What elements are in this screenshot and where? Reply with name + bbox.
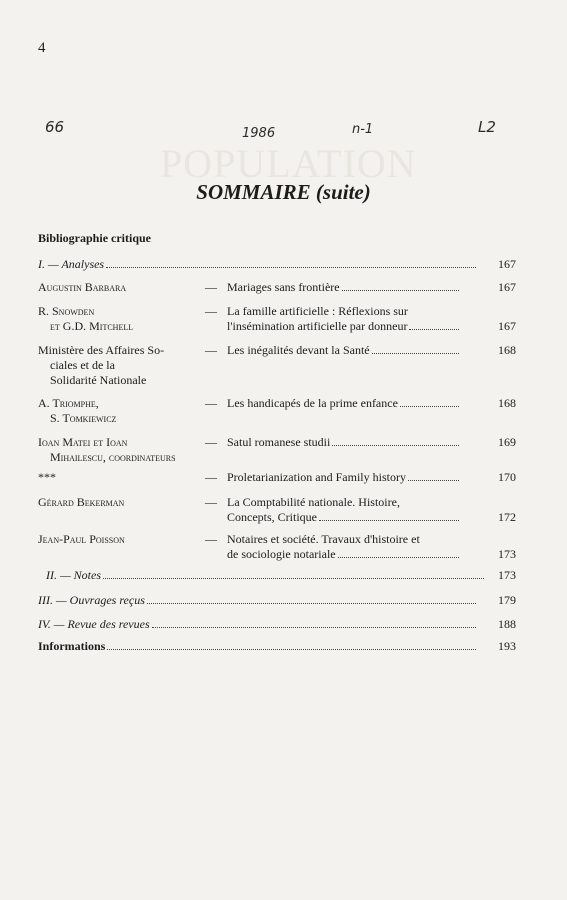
- entry-page: 169: [498, 435, 516, 449]
- entry-author: ***: [38, 470, 56, 484]
- section-page: 179: [498, 593, 516, 607]
- dash: —: [205, 280, 217, 294]
- entry-title: Les inégalités devant la Santé: [227, 343, 461, 358]
- entry-page: 173: [498, 547, 516, 561]
- handwritten-code: L2: [478, 118, 496, 136]
- entry-title: Les handicapés de la prime enfance: [227, 396, 461, 411]
- entry-title: La famille artificielle : Réflexions sur l'insémination artificielle par donneur: [227, 304, 461, 334]
- entry-page: 168: [498, 343, 516, 357]
- handwritten-ref: 66: [45, 118, 65, 136]
- document-page: POPULATION 4 66 1986 n-1 L2 SOMMAIRE (suite) Bibliographie critique I. — Analyses 167 Augustin Barbara — Mariages sans frontière 167 R. Snowden et G.D. Mitchell — La famille artificielle : Réflexions sur l'insémination artificielle par donneur 167 Ministère des Affaires So- ciales et de la Solidarité Nationale — Les inégalités devant la Santé 168 A. Triomphe, S. Tomkiewicz — Les handicapés de la prime enfance 168 Ioan Matei et Ioan Mihailescu, coordinateurs — Satul romanese studii 169 *** — Proletarianization and Family history 170 Gérard Bekerman — La Comptabilité nationale. Histoire, Concepts, Critique 172 Jean-Paul Poisson — Notaires et société. Travaux d'histoire et de sociologie notariale 173 II. — Notes 173 III. — Ouvrages reçus 179 IV. — Revue des revues 188 Informations 193: [0, 0, 567, 900]
- entry-page: 170: [498, 470, 516, 484]
- informations-page: 193: [498, 639, 516, 653]
- analyses-page: 167: [498, 257, 516, 271]
- entry-title: Satul romanese studii: [227, 435, 461, 450]
- entry-page: 172: [498, 510, 516, 524]
- entry-page: 167: [498, 280, 516, 294]
- section-page: 173: [498, 568, 516, 582]
- page-title: SOMMAIRE (suite): [196, 180, 371, 204]
- entry-author: Ioan Matei et Ioan Mihailescu, coordinateurs: [38, 435, 176, 464]
- handwritten-issue: n-1: [352, 122, 374, 137]
- entry-author: Gérard Bekerman: [38, 495, 125, 509]
- dash: —: [205, 470, 217, 484]
- dash: —: [205, 343, 217, 357]
- analyses-label: I. — Analyses: [38, 257, 105, 271]
- entry-author: Jean-Paul Poisson: [38, 532, 125, 546]
- section-heading: Bibliographie critique: [38, 231, 152, 245]
- section-page: 188: [498, 617, 516, 631]
- entry-author: R. Snowden et G.D. Mitchell: [38, 304, 134, 333]
- entry-page: 168: [498, 396, 516, 410]
- page-number: 4: [38, 40, 46, 56]
- handwritten-year: 1986: [242, 126, 276, 141]
- entry-title: La Comptabilité nationale. Histoire, Concepts, Critique: [227, 495, 461, 525]
- entry-title: Proletarianization and Family history: [227, 470, 461, 485]
- entry-author: Ministère des Affaires So- ciales et de la Solidarité Nationale: [38, 343, 165, 387]
- show-through-watermark: POPULATION: [160, 141, 417, 186]
- entry-title: Mariages sans frontière: [227, 280, 461, 295]
- entry-author: A. Triomphe, S. Tomkiewicz: [38, 396, 117, 425]
- dash: —: [205, 435, 217, 449]
- entry-title: Notaires et société. Travaux d'histoire et de sociologie notariale: [227, 532, 461, 562]
- entry-page: 167: [498, 319, 516, 333]
- dash: —: [205, 304, 217, 318]
- dash: —: [205, 495, 217, 509]
- entry-author: Augustin Barbara: [38, 280, 127, 294]
- dash: —: [205, 396, 217, 410]
- dash: —: [205, 532, 217, 546]
